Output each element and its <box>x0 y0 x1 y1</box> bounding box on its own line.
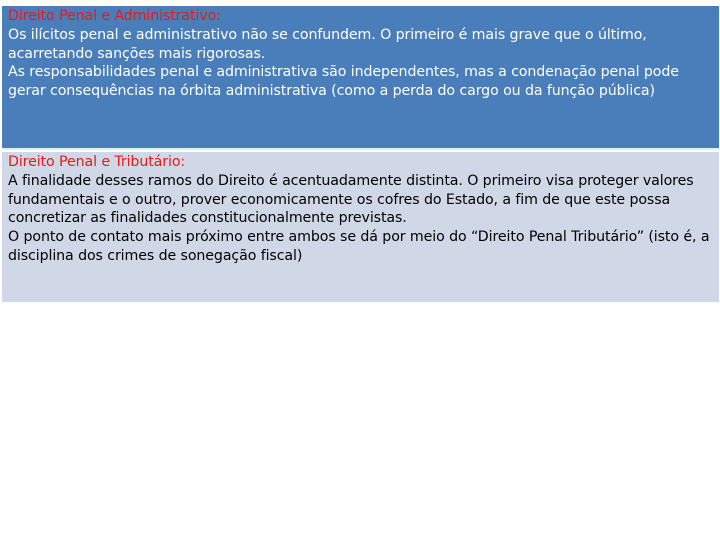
section-paragraph: A finalidade desses ramos do Direito é acentuadamente distinta. O primeiro visa proteger valores fundamentais e o outro, prover economicamente os cofres do Estado, a fim de que este possa concretizar as finalidades constitucionalmente previstas. <box>8 172 694 227</box>
section-paragraph: As responsabilidades penal e administrativa são independentes, mas a condenação penal pode gerar consequências na órbita administrativa (como a perda do cargo ou da função pública) <box>8 64 679 100</box>
section-title: Direito Penal e Administrativo: <box>8 8 221 24</box>
section-paragraph: Os ilícitos penal e administrativo não se confundem. O primeiro é mais grave que o último, acarretando sanções mais rigorosas. <box>8 26 647 62</box>
section-penal-tributario <box>2 152 719 302</box>
section-title: Direito Penal e Tributário: <box>8 154 186 170</box>
section-penal-administrativo <box>2 6 719 150</box>
section-paragraph: O ponto de contato mais próximo entre ambos se dá por meio do “Direito Penal Tributário” (isto é, a disciplina dos crimes de sonegação fiscal) <box>8 229 710 264</box>
